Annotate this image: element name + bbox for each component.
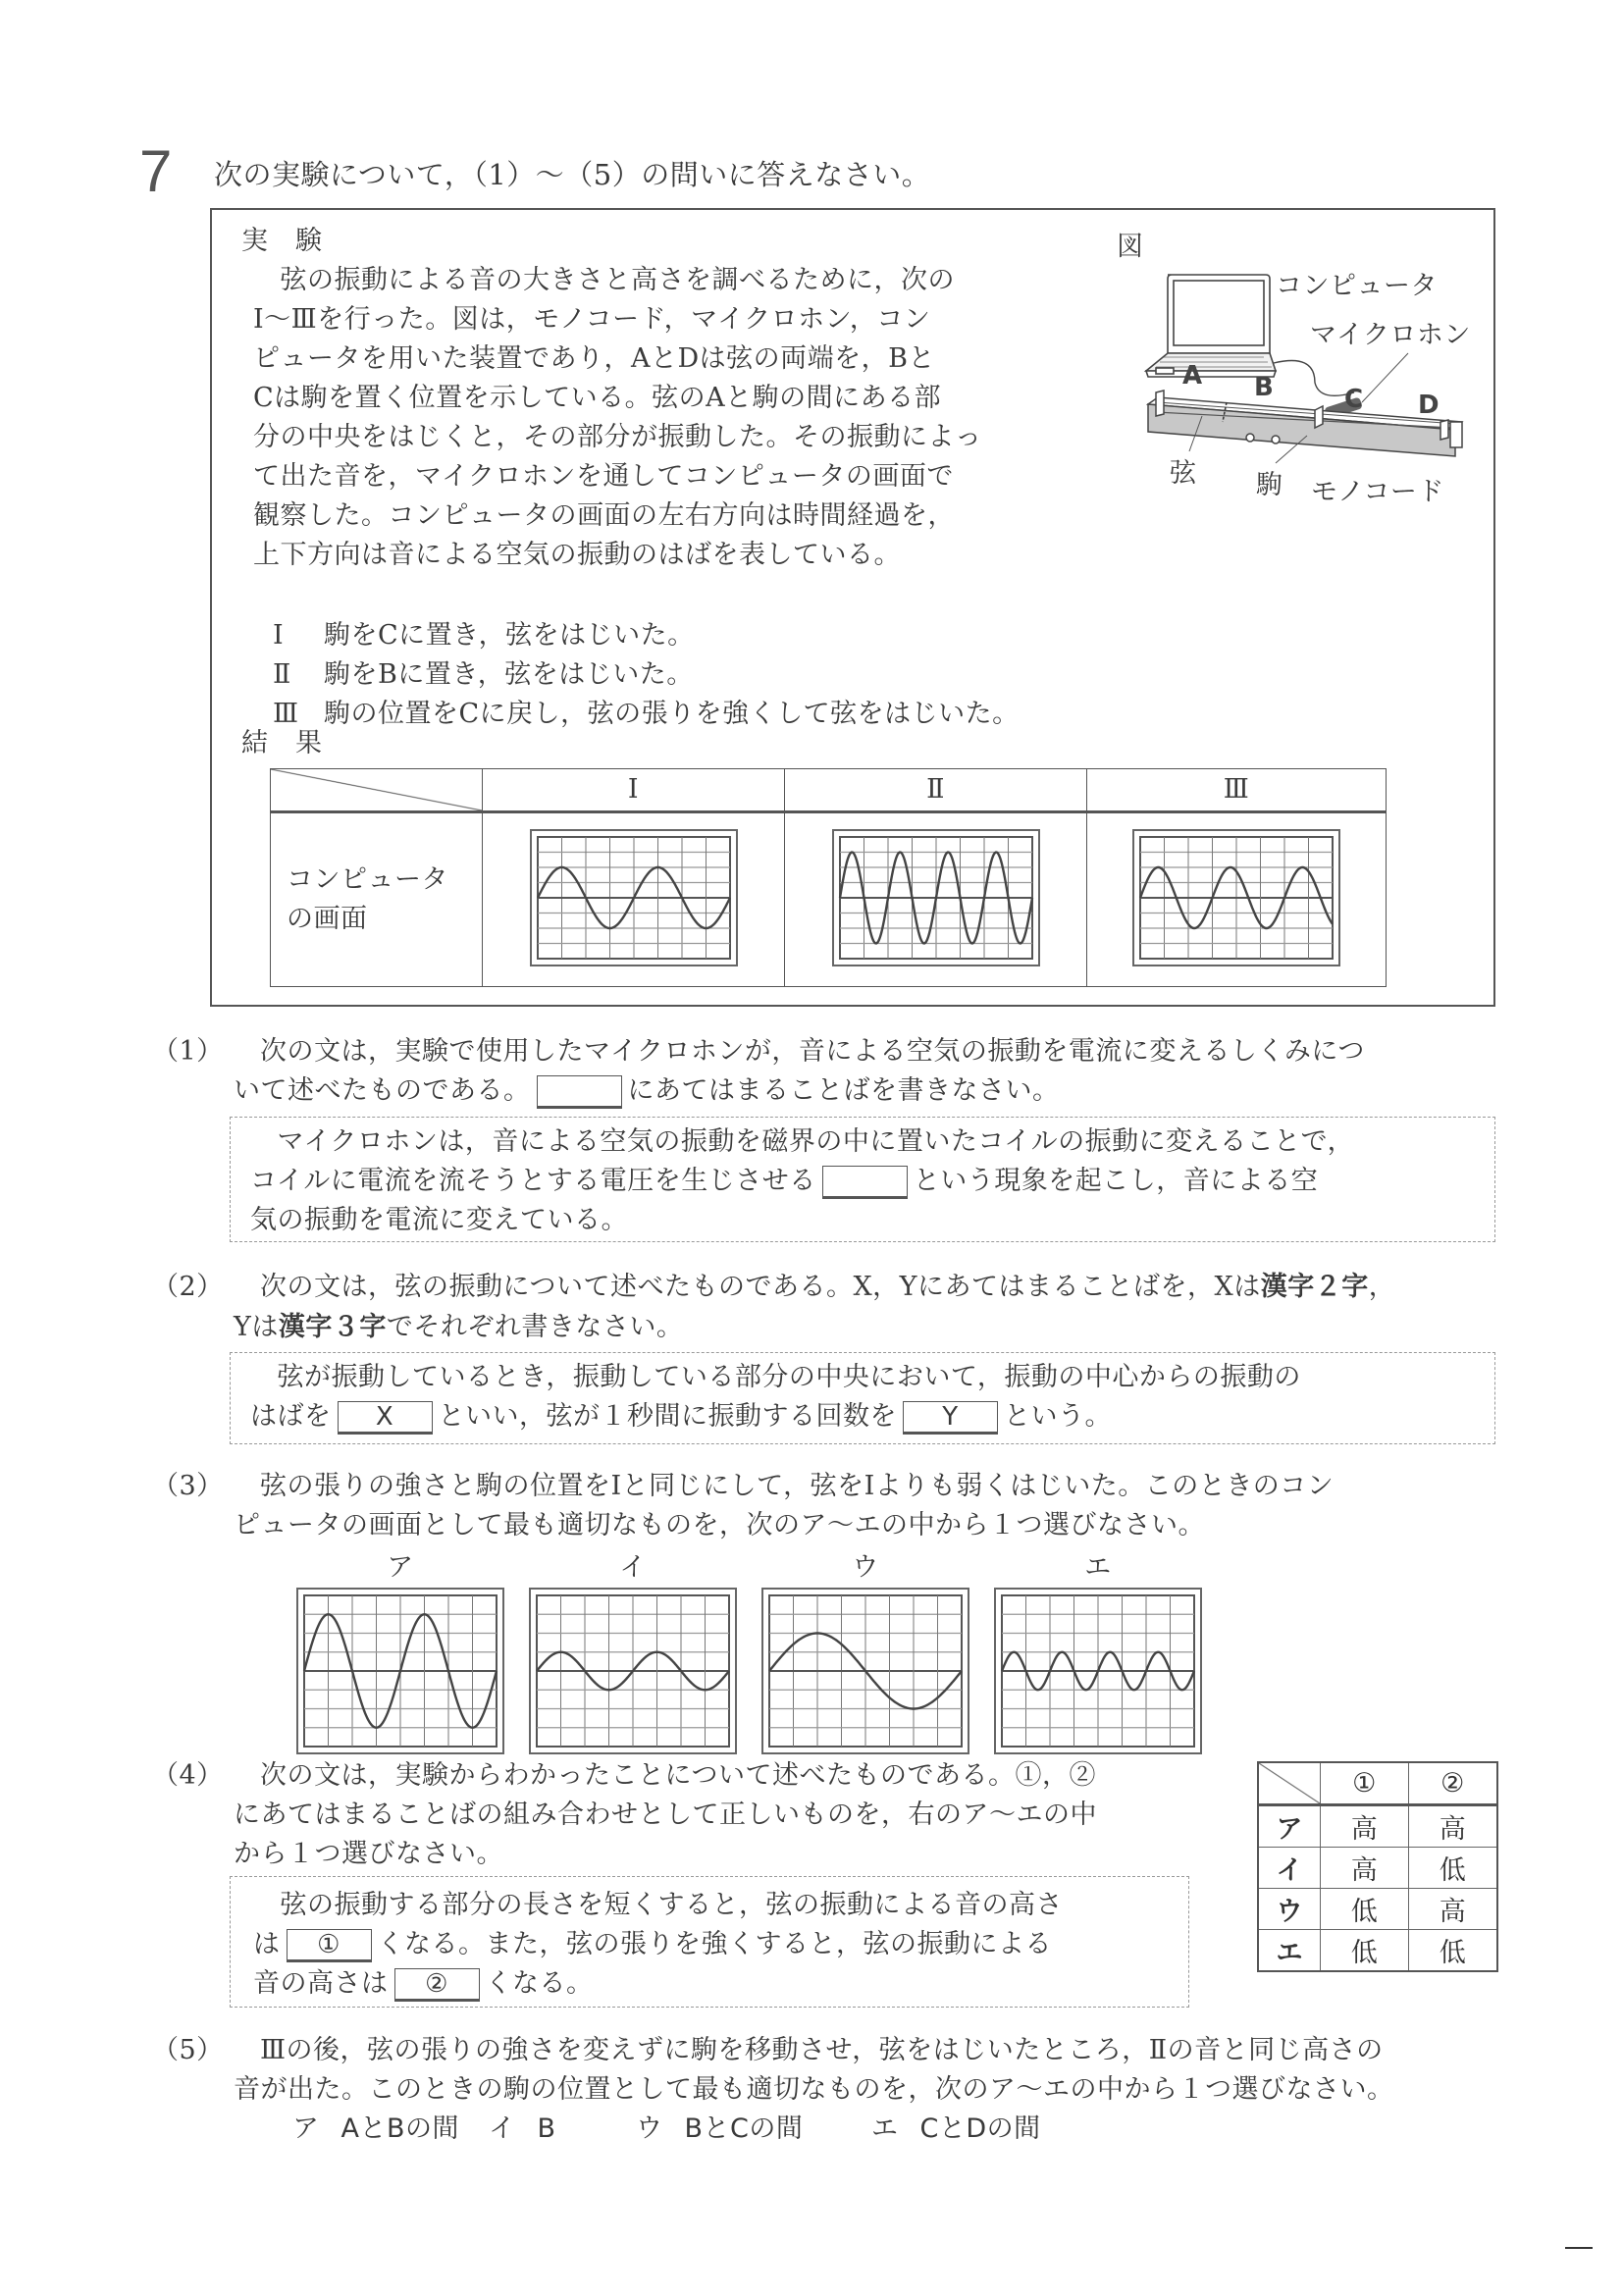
figure-label-string: 弦 (1170, 458, 1197, 489)
table-row[interactable]: ウ 低 高 (1258, 1889, 1497, 1930)
q3-number: （3） (152, 1471, 224, 1501)
question-intro: 次の実験について，（1）～（5）の問いに答えなさい。 (214, 158, 931, 191)
answer-blank-1: ① (287, 1929, 372, 1962)
q3-options (292, 1548, 1206, 1758)
step-item: Ⅲ 駒の位置をCに戻し，弦の張りを強くして弦をはじいた。 (273, 699, 1020, 729)
table-row[interactable]: イ 高 低 (1258, 1848, 1497, 1889)
column-header: Ⅲ (1087, 769, 1387, 812)
page-footer-mark (1565, 2247, 1593, 2249)
oscilloscope-screen-iii (1132, 829, 1340, 970)
figure-label-monochord: モノコード (1311, 477, 1444, 507)
oscilloscope-screen-ii (832, 829, 1040, 970)
answer-blank (537, 1075, 622, 1109)
paragraph-line: て出た音を，マイクロホンを通してコンピュータの画面で (253, 461, 954, 492)
laptop-icon (1146, 275, 1276, 377)
q3-line2: ピュータの画面として最も適切なものを，次のア～エの中から１つ選びなさい。 (234, 1510, 1205, 1540)
q2-line2: Yは漢字３字でそれぞれ書きなさい。 (234, 1312, 684, 1342)
figure-label: 図 (1117, 232, 1144, 262)
step-item: Ⅰ 駒をCに置き，弦をはじいた。 (273, 620, 695, 651)
oscilloscope-option-i (525, 1588, 741, 1758)
q2-statement: 弦が振動しているとき，振動している部分の中央において，振動の中心からの振動の はばを X といい，弦が１秒間に振動する回数を Y という。 (250, 1358, 1301, 1436)
q4-line2: にあてはまることばの組み合わせとして正しいものを，右のア～エの中 (234, 1800, 1097, 1830)
q4-choice-table (1257, 1761, 1498, 1972)
q3-option-i[interactable]: イ (525, 1548, 741, 1758)
answer-blank-x: X (338, 1401, 433, 1435)
question-number: 7 (139, 138, 173, 204)
q3-option-u[interactable]: ウ (758, 1548, 973, 1758)
table-row[interactable]: ア 高 高 (1258, 1805, 1497, 1848)
q4-statement: 弦の振動する部分の長さを短くすると，弦の振動による音の高さ は ① くなる。また，弦の張りを強くすると，弦の振動による 音の高さは ② くなる。 (253, 1886, 1063, 2004)
figure-point-b: B (1254, 373, 1274, 402)
paragraph-line: Ⅰ～Ⅲを行った。図は，モノコード，マイクロホン，コン (253, 304, 931, 335)
q5-option-u[interactable]: ウ BとCの間 (636, 2113, 804, 2144)
experiment-paragraph (253, 261, 982, 575)
paragraph-line: 分の中央をはじくと，その部分が振動した。その振動によっ (253, 422, 982, 452)
paragraph-line: 上下方向は音による空気の振動のはばを表している。 (253, 540, 901, 570)
q5-option-e[interactable]: エ CとDの間 (871, 2113, 1041, 2144)
q5-option-i[interactable]: イ B (489, 2113, 556, 2144)
q3-option-a[interactable]: ア (292, 1548, 508, 1758)
q1-number: （1） (152, 1036, 224, 1067)
q4-number: （4） (152, 1760, 224, 1791)
q4-line3: から１つ選びなさい。 (234, 1839, 503, 1869)
q5-option-a[interactable]: ア AとBの間 (292, 2113, 459, 2144)
table-corner (271, 769, 483, 812)
paragraph-line: ピュータを用いた装置であり，AとDは弦の両端を，Bと (253, 343, 935, 374)
screen-cell (785, 812, 1087, 987)
figure-label-microphone: マイクロホン (1310, 320, 1471, 350)
q4-line1: 次の文は，実験からわかったことについて述べたものである。①，② (260, 1760, 1096, 1791)
q5-options (292, 2110, 1107, 2149)
figure-label-computer: コンピュータ (1276, 271, 1438, 301)
oscilloscope-option-e (990, 1588, 1206, 1758)
table-corner (1258, 1762, 1321, 1805)
experiment-steps (273, 616, 1020, 734)
column-header: ① (1321, 1762, 1409, 1805)
column-header: ② (1408, 1762, 1497, 1805)
paragraph-line: Cは駒を置く位置を示している。弦のAと駒の間にある部 (253, 383, 942, 413)
oscilloscope-option-a (292, 1588, 508, 1758)
experiment-heading: 実 験 (241, 226, 323, 256)
answer-blank-2: ② (394, 1968, 480, 2002)
screen-cell (483, 812, 785, 987)
q5-number: （5） (152, 2035, 224, 2065)
q1-line2: いて述べたものである。 にあてはまることばを書きなさい。 (234, 1071, 1060, 1111)
q2-number: （2） (152, 1272, 224, 1302)
answer-blank-y: Y (903, 1401, 998, 1435)
screen-cell (1087, 812, 1387, 987)
table-row[interactable]: エ 低 低 (1258, 1930, 1497, 1972)
figure-point-d: D (1418, 391, 1440, 420)
oscilloscope-screen-i (530, 829, 738, 970)
result-table (270, 768, 1387, 987)
paragraph-line: 観察した。コンピュータの画面の左右方向は時間経過を， (253, 500, 955, 531)
figure-point-c: C (1344, 385, 1364, 414)
column-header: Ⅰ (483, 769, 785, 812)
q2-line1: 次の文は，弦の振動について述べたものである。X，Yにあてはまることばを，Xは漢字２字， (260, 1272, 1396, 1302)
figure-point-a: A (1182, 361, 1203, 391)
answer-blank (822, 1166, 908, 1199)
oscilloscope-option-u (758, 1588, 973, 1758)
monochord-icon (1148, 391, 1462, 456)
figure-label-bridge: 駒 (1256, 470, 1283, 500)
result-heading: 結 果 (241, 728, 323, 758)
q1-statement: マイクロホンは，音による空気の振動を磁界の中に置いたコイルの振動に変えることで， コイルに電流を流そうとする電圧を生じさせる という現象を起こし，音による空 気の振動を電流に変えている。 (250, 1126, 1355, 1235)
q1-line1: 次の文は，実験で使用したマイクロホンが，音による空気の振動を電流に変えるしくみにつ (260, 1036, 1365, 1067)
q5-line1: Ⅲの後，弦の張りの強さを変えずに駒を移動させ，弦をはじいたところ，Ⅱの音と同じ高さの (260, 2035, 1384, 2065)
step-item: Ⅱ 駒をBに置き，弦をはじいた。 (273, 659, 694, 690)
q3-option-e[interactable]: エ (990, 1548, 1206, 1758)
q5-line2: 音が出た。このときの駒の位置として最も適切なものを，次のア～エの中から１つ選びなさい。 (234, 2074, 1394, 2105)
row-label: コンピュータ の画面 (271, 812, 483, 987)
paragraph-line: 弦の振動による音の大きさと高さを調べるために，次の (253, 265, 955, 295)
column-header: Ⅱ (785, 769, 1087, 812)
q3-line1: 弦の張りの強さと駒の位置をⅠと同じにして，弦をⅠよりも弱くはじいた。このときのコン (260, 1471, 1335, 1501)
